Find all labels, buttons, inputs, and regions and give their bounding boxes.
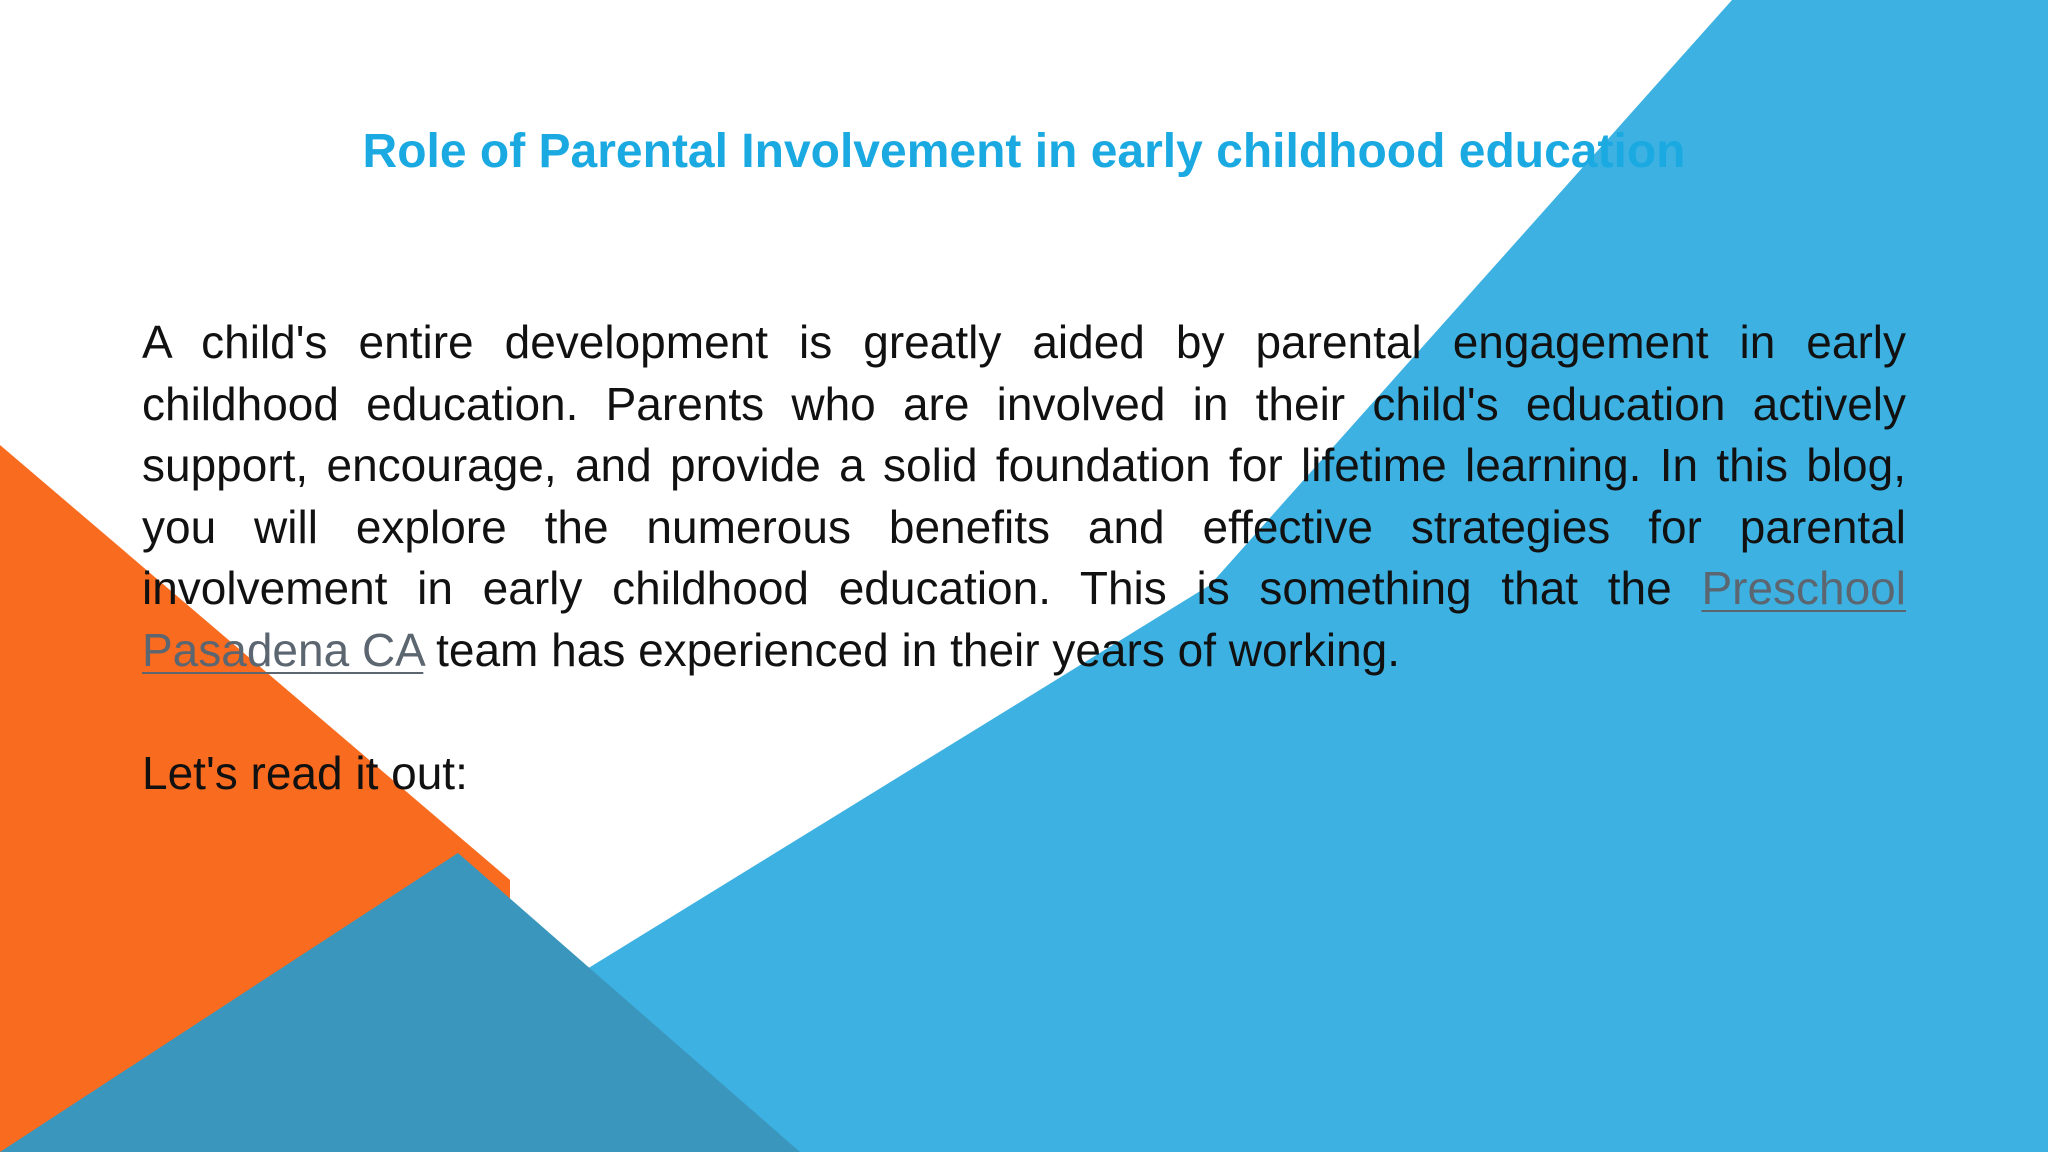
preschool-pasadena-link[interactable]: Preschool Pasadena CA <box>142 562 1906 676</box>
body-text <box>142 312 1906 804</box>
closing-line: Let's read it out: <box>142 746 468 799</box>
paragraph-spacer <box>142 681 1906 743</box>
paragraph-text-before-link: A child's entire development is greatly aided by parental engagement in early childhood education. Parents who are involved in their child's education actively support, encourage, and provide a solid foundation for lifetime learning. In this blog, you will explore the numerous benefits and effective strategies for parental involvement in early childhood education. This is something that the <box>142 316 1906 614</box>
paragraph-text-after-link: team has experienced in their years of working. <box>423 623 1401 676</box>
slide-title: Role of Parental Involvement in early childhood education <box>362 125 1686 178</box>
intro-paragraph <box>142 312 1906 681</box>
